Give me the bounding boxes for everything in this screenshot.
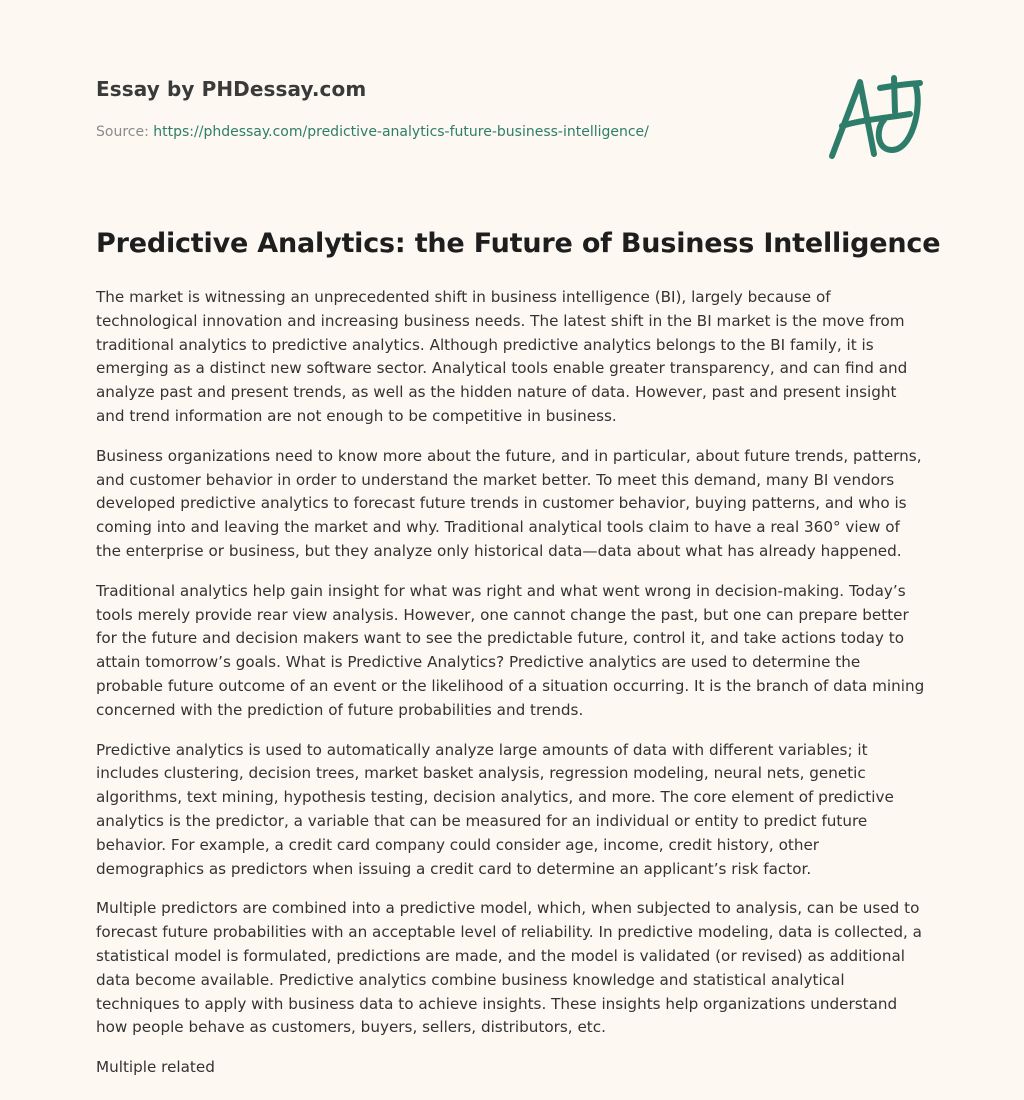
source-line <box>96 124 649 140</box>
source-label: Source: <box>96 124 149 140</box>
essay-paragraph: Predictive analytics is used to automatically analyze large amounts of data with different variables; it includes clustering, decision trees, market basket analysis, regression modeling, neural nets, genetic algorithms, text mining, hypothesis testing, decision analytics, and more. The core element of predictive analytics is the predictor, a variable that can be measured for an individual or entity to predict future behavior. For example, a credit card company could consider age, income, credit history, other demographics as predictors when issuing a credit card to determine an applicant’s risk factor. <box>96 740 894 878</box>
essay-paragraph: Traditional analytics help gain insight for what was right and what went wrong in decision-making. Today’s tools merely provide rear view analysis. However, one cannot change the past, but one can prepare better for the future and decision makers want to see the predictable future, control it, and take actions today to attain tomorrow’s goals. What is Predictive Analytics? Predictive analytics are used to determine the probable future outcome of an event or the likelihood of a situation occurring. It is the branch of data mining concerned with the prediction of future probabilities and trends. <box>96 581 925 719</box>
site-brand[interactable]: Essay by PHDessay.com <box>96 77 367 101</box>
source-link[interactable]: https://phdessay.com/predictive-analytics-future-business-intelligence/ <box>153 124 649 140</box>
essay-paragraph: Multiple predictors are combined into a predictive model, which, when subjected to analysis, can be used to forecast future probabilities with an acceptable level of reliability. In predictive modeling, data is collected, a statistical model is formulated, predictions are made, and the model is validated (or revised) as additional data become available. Predictive analytics combine business knowledge and statistical analytical techniques to apply with business data to achieve insights. These insights help organizations understand how people behave as customers, buyers, sellers, distributors, etc. <box>96 899 922 1037</box>
essay-body <box>96 286 928 1096</box>
essay-paragraph: Business organizations need to know more about the future, and in particular, about future trends, patterns, and customer behavior in order to understand the market better. To meet this demand, many BI vendors developed predictive analytics to forecast future trends in customer behavior, buying patterns, and who is coming into and leaving the market and why. Traditional analytical tools claim to have a real 360° view of the enterprise or business, but they analyze only historical data—data about what has already happened. <box>96 446 922 560</box>
essay-paragraph: The market is witnessing an unprecedented shift in business intelligence (BI), largely because of technological innovation and increasing business needs. The latest shift in the BI market is the move from traditional analytics to predictive analytics. Although predictive analytics belongs to the BI family, it is emerging as a distinct new software sector. Analytical tools enable greater transparency, and can find and analyze past and present trends, as well as the hidden nature of data. However, past and present insight and trend information are not enough to be competitive in business. <box>96 288 908 425</box>
a-plus-logo-icon[interactable] <box>824 68 924 164</box>
essay-paragraph: Multiple related <box>96 1058 215 1077</box>
page-header <box>96 0 928 180</box>
essay-title: Predictive Analytics: the Future of Business Intelligence <box>96 228 941 259</box>
essay-page <box>96 0 941 1077</box>
